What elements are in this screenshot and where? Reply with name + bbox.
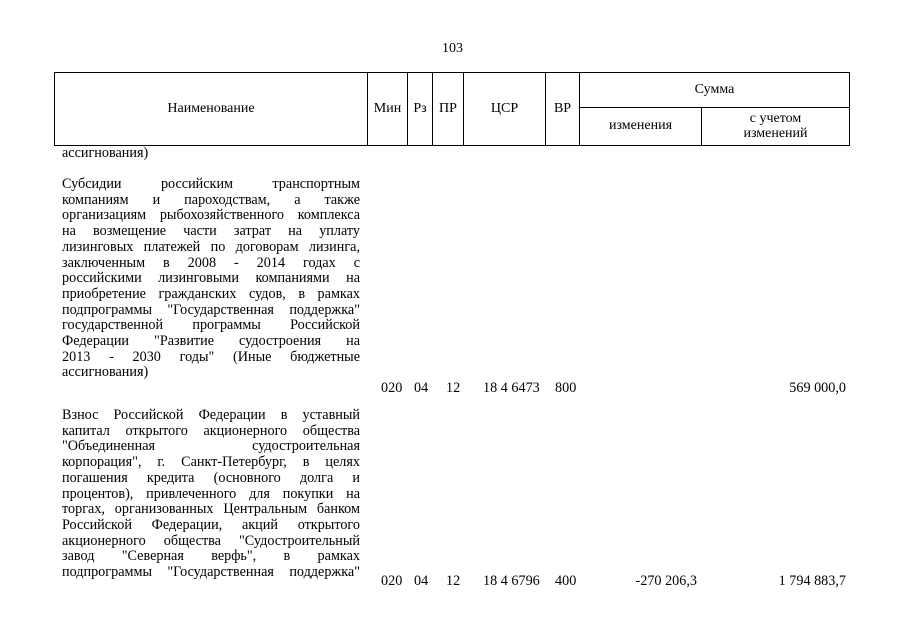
row-2-line: торгах, организованных Центральным банком xyxy=(62,501,360,518)
page-number: 103 xyxy=(442,41,463,56)
fragment-text: ассигнования) xyxy=(62,145,149,161)
row-1-with-changes: 569 000,0 xyxy=(789,380,846,396)
header-with-changes-line2: изменений xyxy=(743,125,808,141)
row-2-line: "Объединенная судостроительная xyxy=(62,438,360,455)
row-2-line: процентов), привлеченного для покупки на xyxy=(62,485,360,502)
row-1-line: лизинговых платежей по договорам лизинга, xyxy=(62,238,360,255)
header-min: Мин xyxy=(368,73,408,146)
row-1-line: подпрограммы "Государственная поддержка" xyxy=(62,301,360,318)
row-1-line: на возмещение части затрат на уплату xyxy=(62,223,360,240)
row-1-line: компаниям и пароходствам, а также xyxy=(62,191,360,208)
continued-fragment xyxy=(62,146,360,162)
header-name: Наименование xyxy=(55,73,368,146)
header-changes: изменения xyxy=(580,108,702,146)
row-2-with-changes: 1 794 883,7 xyxy=(778,573,846,589)
header-rz: Рз xyxy=(408,73,433,146)
row-2-vr: 400 xyxy=(555,573,577,589)
row-1-description xyxy=(62,177,360,381)
row-2-rz: 04 xyxy=(414,573,429,589)
row-2-csr: 18 4 6796 xyxy=(483,573,540,589)
row-2-line: Российской Федерации, акций открытого xyxy=(62,516,360,533)
row-1-min: 020 xyxy=(381,380,403,396)
row-2-pr: 12 xyxy=(446,573,461,589)
header-csr: ЦСР xyxy=(464,73,546,146)
row-2-line: завод "Северная верфь", в рамках xyxy=(62,548,360,565)
row-1-line: Федерации "Развитие судостроения на xyxy=(62,333,360,350)
row-1-vr: 800 xyxy=(555,380,577,396)
row-1-line: заключенным в 2008 - 2014 годах с xyxy=(62,254,360,271)
row-1-line: 2013 - 2030 годы" (Иные бюджетные xyxy=(62,348,360,365)
row-1-line: приобретение гражданских судов, в рамках xyxy=(62,285,360,302)
row-1-line: организациям рыбохозяйственного комплекса xyxy=(62,207,360,224)
row-2-line: корпорация", г. Санкт-Петербург, в целях xyxy=(62,454,360,471)
row-1-pr: 12 xyxy=(446,380,461,396)
row-2-line: погашения кредита (основного долга и xyxy=(62,469,360,486)
row-2-line: подпрограммы "Государственная поддержка" xyxy=(62,564,360,581)
header-with-changes xyxy=(702,108,850,146)
row-2-line: акционерного общества "Судостроительный xyxy=(62,532,360,549)
header-vr: ВР xyxy=(546,73,580,146)
row-2-description xyxy=(62,408,360,581)
row-2-min: 020 xyxy=(381,573,403,589)
row-2-line: капитал открытого акционерного общества xyxy=(62,422,360,439)
header-sum: Сумма xyxy=(580,73,850,108)
row-2-line: Взнос Российской Федерации в уставный xyxy=(62,407,360,423)
table-header xyxy=(54,72,850,146)
header-with-changes-line1: с учетом xyxy=(749,110,802,126)
row-1-line: ассигнования) xyxy=(62,364,149,381)
header-pr: ПР xyxy=(433,73,464,146)
row-1-rz: 04 xyxy=(414,380,429,396)
row-1-line: государственной программы Российской xyxy=(62,317,360,334)
row-1-line: Субсидии российским транспортным xyxy=(62,176,360,192)
row-1-csr: 18 4 6473 xyxy=(483,380,540,396)
row-1-line: российскими лизинговыми компаниями на xyxy=(62,270,360,287)
row-2-changes: -270 206,3 xyxy=(635,573,697,589)
